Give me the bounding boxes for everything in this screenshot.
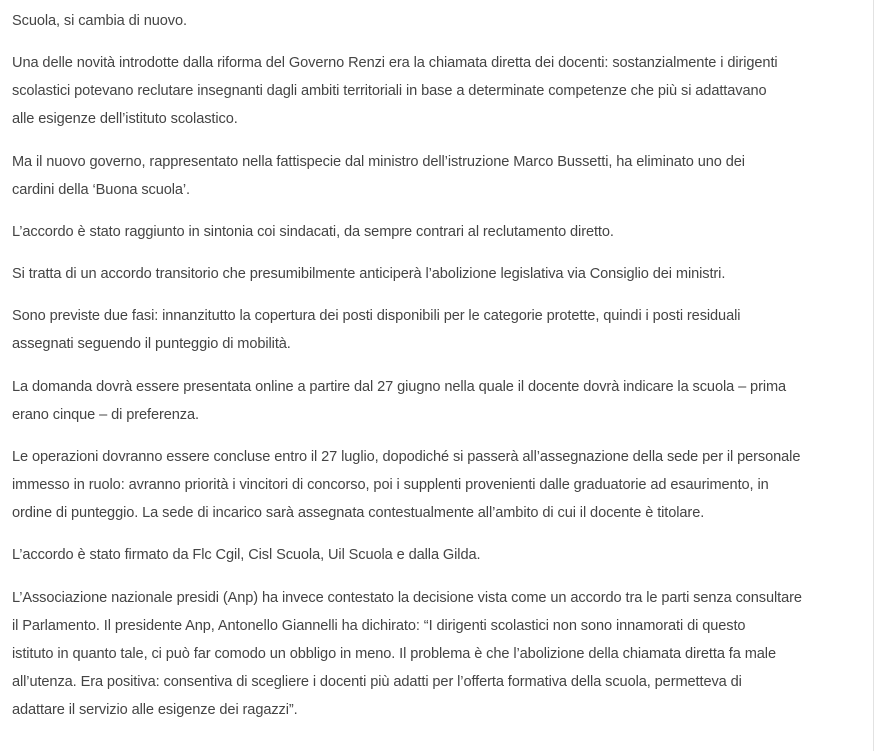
paragraph-line: ordine di punteggio. La sede di incarico sarà assegnata contestualmente all’ambito di cui il docente è titolare.: [12, 505, 705, 522]
article-paragraph: [12, 49, 873, 133]
article-paragraph: [12, 148, 873, 204]
paragraph-line: L’accordo è stato raggiunto in sintonia coi sindacati, da sempre contrari al reclutamento diretto.: [12, 223, 614, 240]
paragraph-line: Scuola, si cambia di nuovo.: [12, 13, 187, 29]
paragraph-line: il Parlamento. Il presidente Anp, Antonello Giannelli ha dichirato: “I dirigenti scolastici non sono innamorati di questo: [12, 617, 746, 634]
article-paragraph: [12, 218, 873, 246]
paragraph-line: assegnati seguendo il punteggio di mobilità.: [12, 336, 291, 353]
article-paragraph: [12, 541, 873, 569]
paragraph-line: erano cinque – di preferenza.: [12, 406, 199, 423]
article-paragraph: [12, 584, 873, 724]
paragraph-line: alle esigenze dell’istituto scolastico.: [12, 111, 238, 128]
paragraph-line: Le operazioni dovranno essere concluse entro il 27 luglio, dopodiché si passerà all’assegnazione della sede per il personale: [12, 449, 801, 466]
paragraph-line: adattare il servizio alle esigenze dei ragazzi”.: [12, 701, 298, 718]
paragraph-line: immesso in ruolo: avranno priorità i vincitori di concorso, poi i supplenti provenienti dalle graduatorie ad esaurimento, in: [12, 477, 769, 494]
paragraph-line: L’accordo è stato firmato da Flc Cgil, Cisl Scuola, Uil Scuola e dalla Gilda.: [12, 547, 481, 564]
paragraph-line: Una delle novità introdotte dalla riforma del Governo Renzi era la chiamata diretta dei docenti: sostanzialmente i dirigenti: [12, 55, 778, 72]
article-paragraph: [12, 373, 873, 429]
paragraph-line: all’utenza. Era positiva: consentiva di scegliere i docenti più adatti per l’offerta formativa della scuola, permetteva di: [12, 673, 742, 690]
paragraph-line: Si tratta di un accordo transitorio che presumibilmente anticiperà l’abolizione legislativa via Consiglio dei ministri.: [12, 266, 726, 283]
paragraph-line: istituto in quanto tale, ci può far comodo un obbligo in meno. Il problema è che l’abolizione della chiamata diretta fa male: [12, 645, 776, 662]
article-paragraph: [12, 302, 873, 358]
article-paragraph: [12, 443, 873, 527]
paragraph-line: L’Associazione nazionale presidi (Anp) ha invece contestato la decisione vista come un accordo tra le parti senza consultare: [12, 589, 802, 606]
paragraph-line: cardini della ‘Buona scuola’.: [12, 181, 191, 198]
paragraph-line: Sono previste due fasi: innanzitutto la copertura dei posti disponibili per le categorie protette, quindi i posti residuali: [12, 308, 741, 325]
article-paragraph: [12, 7, 873, 35]
paragraph-line: La domanda dovrà essere presentata online a partire dal 27 giugno nella quale il docente dovrà indicare la scuola – prima: [12, 378, 787, 395]
article-paragraph: [12, 260, 873, 288]
paragraph-line: Ma il nuovo governo, rappresentato nella fattispecie dal ministro dell’istruzione Marco Bussetti, ha eliminato uno dei: [12, 153, 745, 170]
paragraph-line: scolastici potevano reclutare insegnanti dagli ambiti territoriali in base a determinate competenze che più si adattavano: [12, 83, 767, 100]
